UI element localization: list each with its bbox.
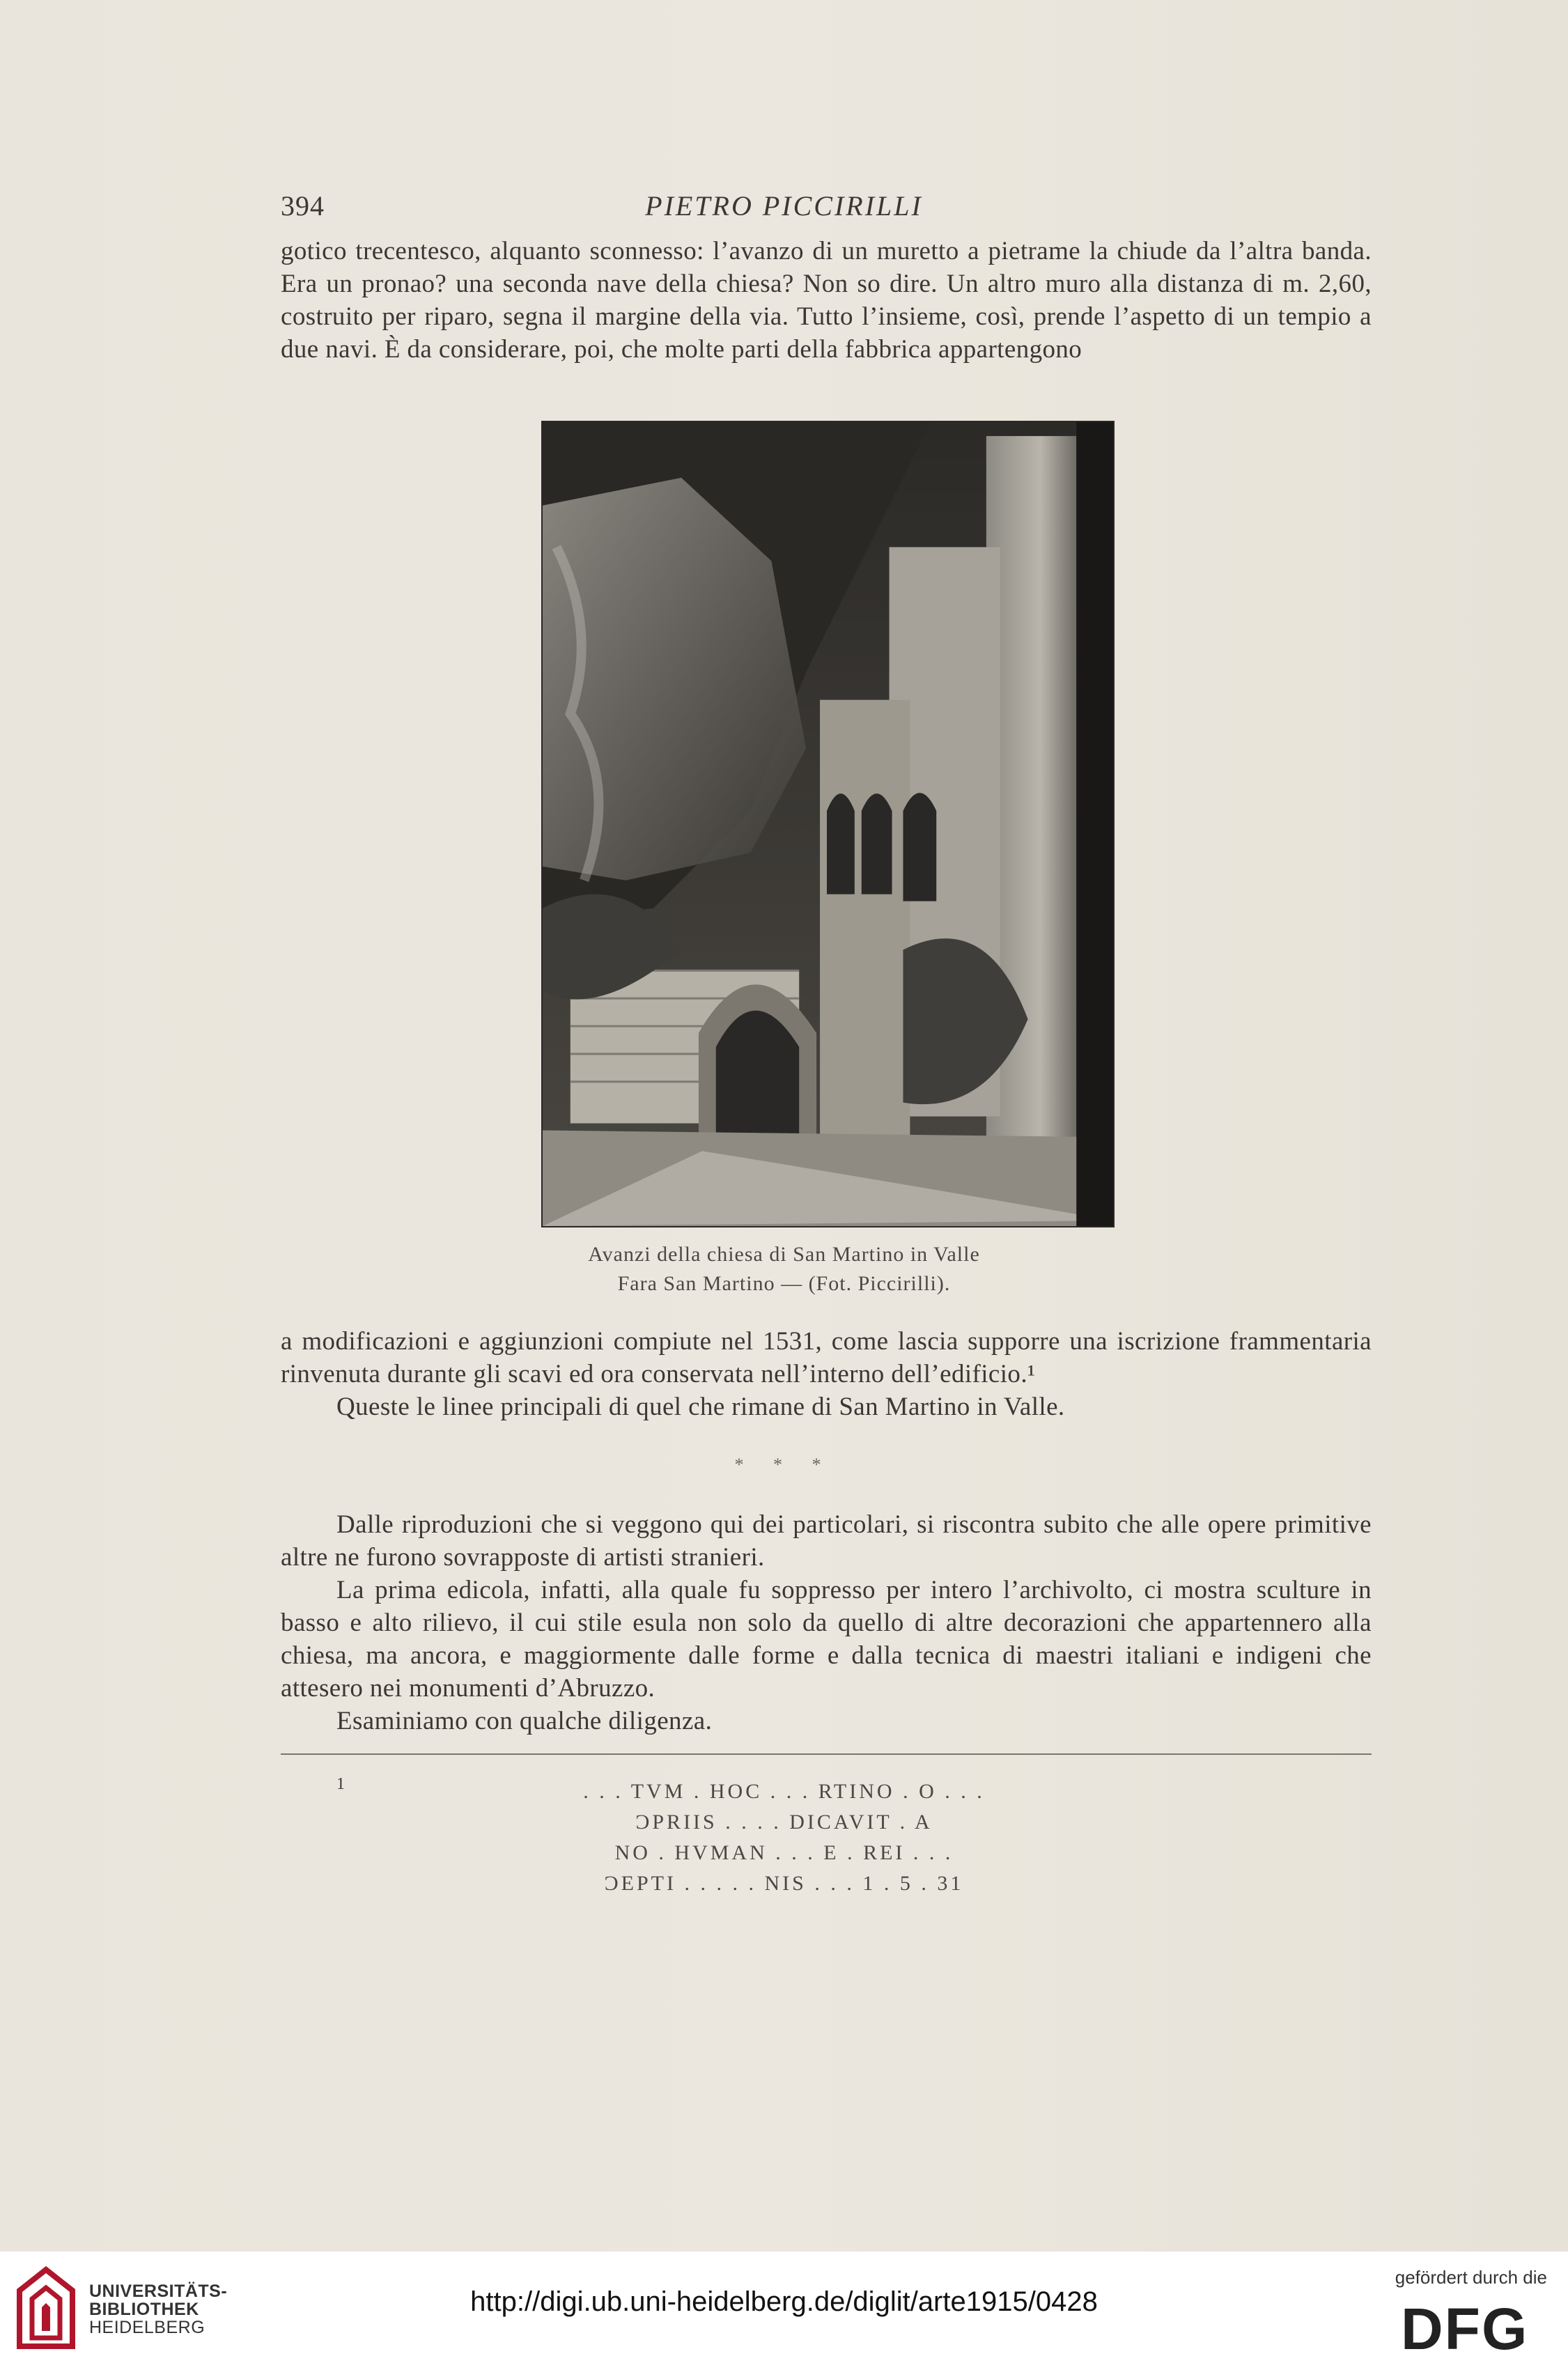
paragraph-block — [281, 1508, 1372, 1737]
footnote-marker: 1 — [336, 1775, 345, 1793]
paragraph: La prima edicola, infatti, alla quale fu soppresso per intero l’archivolto, ci mostra sculture in basso e alto rilievo, il cui stile esula non solo da quello di altre decorazioni che appartennero alla chiesa, ma ancora, e maggiormente dalle forme e dalla tecnica di maestri italiani e indigeni che attesero nei monumenti d’Abruzzo. — [281, 1576, 1372, 1703]
inscription-line: ƆEPTI . . . . . NIS . . . 1 . 5 . 31 — [604, 1872, 964, 1895]
church-ruins-photograph — [541, 421, 1115, 1227]
paragraph-top — [281, 235, 1372, 366]
caption-line: Fara San Martino — (Fot. Piccirilli). — [617, 1272, 951, 1295]
inscription-line: ƆPRIIS . . . . DICAVIT . A — [635, 1811, 933, 1834]
dfg-logo-icon[interactable] — [1401, 2298, 1547, 2355]
library-line: BIBLIOTHEK — [89, 2300, 199, 2319]
footnote-rule — [281, 1753, 1372, 1755]
photo-image — [543, 422, 1113, 1226]
inscription-footnote — [0, 1776, 1568, 1899]
paragraph: a modificazioni e aggiunzioni compiute nel 1531, come lascia supporre una iscrizione frammentaria rinvenuta durante gli scavi ed ora conservata nell’interno dell’edificio.¹ — [281, 1327, 1372, 1388]
footer-bar — [0, 2252, 1568, 2363]
inscription-line: . . . TVM . HOC . . . RTINO . O . . . — [583, 1780, 985, 1803]
library-line: HEIDELBERG — [89, 2318, 205, 2337]
section-separator: * * * — [734, 1455, 834, 1475]
paragraph-block — [281, 1325, 1372, 1423]
dfg-logo-text: DFG — [1401, 2298, 1529, 2355]
running-title: PIETRO PICCIRILLI — [645, 190, 923, 222]
page-number: 394 — [281, 190, 325, 222]
funding-label: gefördert durch die — [1395, 2267, 1547, 2288]
source-url-link[interactable]: http://digi.ub.uni-heidelberg.de/diglit/arte1915/0428 — [470, 2286, 1098, 2317]
inscription-line: NO . HVMAN . . . E . REI . . . — [614, 1841, 954, 1864]
figure-caption — [0, 1240, 1568, 1299]
library-line: UNIVERSITÄTS- — [89, 2281, 228, 2301]
paragraph: Esaminiamo con qualche diligenza. — [336, 1707, 713, 1735]
paragraph: Queste le linee principali di quel che rimane di San Martino in Valle. — [336, 1393, 1065, 1421]
paragraph: Dalle riproduzioni che si veggono qui dei particolari, si riscontra subito che alle opere primitive altre ne furono sovrapposte di artisti stranieri. — [281, 1510, 1372, 1572]
caption-line: Avanzi della chiesa di San Martino in Valle — [588, 1243, 980, 1266]
paragraph: gotico trecentesco, alquanto sconnesso: l’avanzo di un muretto a pietrame la chiude da l’altra banda. Era un pronao? una seconda nave della chiesa? Non so dire. Un altro muro alla distanza di m. 2,60, costruito per riparo, segna il margine della via. Tutto l’insieme, così, prende l’aspetto di un tempio a due navi. È da considerare, poi, che molte parti della fabbrica appartengono — [281, 237, 1372, 364]
